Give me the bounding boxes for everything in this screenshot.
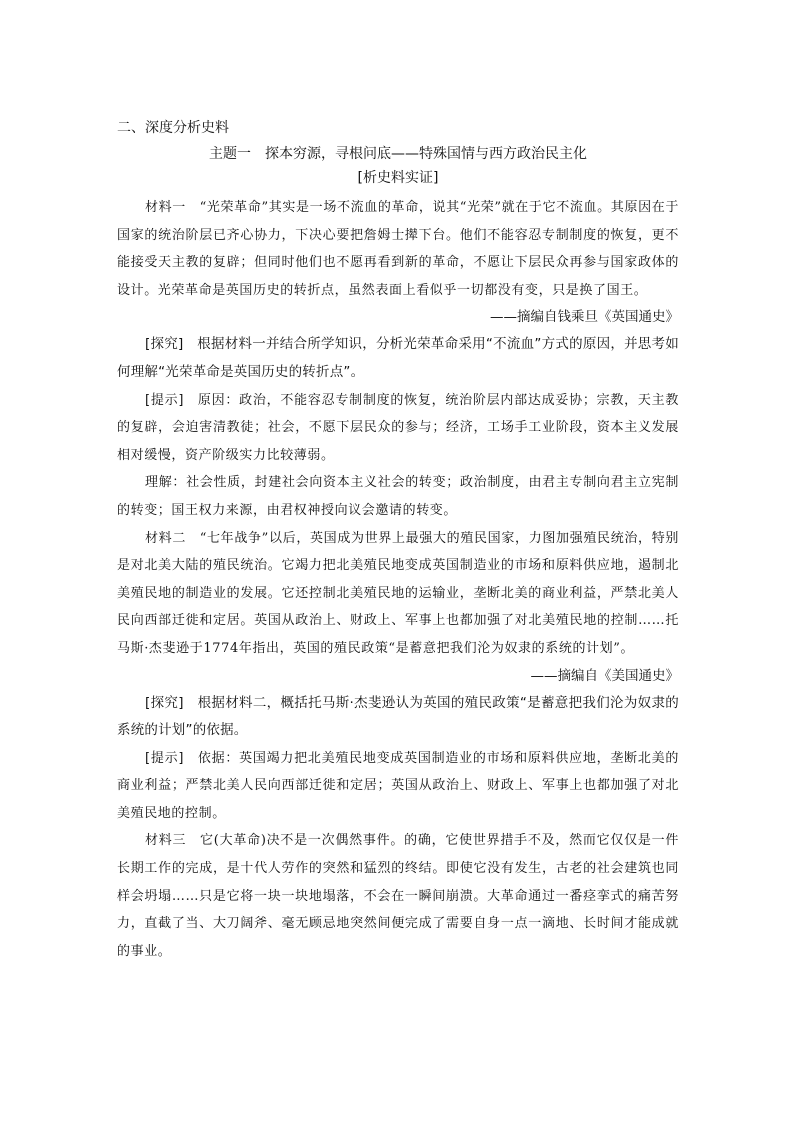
material-2-source: ——摘编自《美国通史》 — [530, 667, 679, 684]
hint-1-understanding: 理解：社会性质，封建社会向资本主义社会的转变；政治制度，由君主专制向君主立宪制的转变；国王权力来源，由君权神授向议会邀请的转变。 — [117, 475, 679, 518]
hint-1-label: [提示] — [145, 392, 184, 408]
material-2-label: 材料二 — [145, 530, 187, 546]
hint-2-label: [提示] — [145, 750, 184, 766]
material-3-label: 材料三 — [145, 833, 187, 849]
material-1-label: 材料一 — [145, 200, 186, 215]
topic-title: 主题一 探本穷源，寻根问底——特殊国情与西方政治民主化 — [209, 146, 587, 162]
hint-1-text: 原因：政治，不能容忍专制制度的恢复，统治阶层内部达成妥协；宗教，天主教的复辟，会迫害清教徒；社会，不愿下层民众的参与；经济，工场手工业阶段，资本主义发展相对缓慢，资产阶级实力比较薄弱。 — [117, 392, 679, 463]
section-title: 二、深度分析史料 — [117, 120, 229, 136]
material-2 — [117, 525, 679, 663]
hint-2-text: 依据：英国竭力把北美殖民地变成英国制造业的市场和原料供应地，垄断北美的商业利益；严禁北美人民向西部迁徙和定居；英国从政治上、财政上、军事上也都加强了对北美殖民地的控制。 — [117, 750, 679, 821]
inquiry-2 — [117, 690, 679, 745]
inquiry-1-label: [探究] — [145, 336, 184, 353]
material-1-source: ——摘编自钱乘旦《英国通史》 — [490, 309, 679, 326]
material-3-text: 它(大革命)决不是一次偶然事件。的确，它使世界措手不及，然而它仅仅是一件长期工作的完成，是十代人劳作的突然和猛烈的终结。即使它没有发生，古老的社会建筑也同样会坍塌……只是它将一块一块地塌落，不会在一瞬间崩溃。大革命通过一番痉挛式的痛苦努力，直截了当、大刀阔斧、毫无顾忌地突然间便完成了需要自身一点一滴地、长时间才能成就的事业。 — [117, 833, 679, 959]
material-1 — [117, 194, 679, 304]
inquiry-1-text: 根据材料一并结合所学知识，分析光荣革命采用“不流血”方式的原因，并思考如何理解“光荣革命是英国历史的转折点”。 — [117, 336, 679, 380]
document-content — [117, 118, 679, 965]
material-1-text: “光荣革命”其实是一场不流血的革命，说其“光荣”就在于它不流血。其原因在于国家的统治阶层已齐心协力，下决心要把詹姆士撵下台。他们不能容忍专制制度的恢复，更不能接受天主教的复辟；但同时他们也不愿再看到新的革命，不愿让下层民众再参与国家政体的设计。光荣革命是英国历史的转折点，虽然表面上看似乎一切都没有变，只是换了国王。 — [117, 200, 679, 298]
hint-1 — [117, 387, 679, 470]
inquiry-2-label: [探究] — [145, 694, 184, 711]
material-3 — [117, 827, 679, 965]
inquiry-1 — [117, 331, 679, 386]
hint-2 — [117, 745, 679, 828]
material-2-text: “七年战争”以后，英国成为世界上最强大的殖民国家，力图加强殖民统治，特别是对北美大陆的殖民统治。它竭力把北美殖民地变成英国制造业的市场和原料供应地，遏制北美殖民地的制造业的发展。它还控制北美殖民地的运输业，垄断北美的商业利益，严禁北美人民向西部迁徙和定居。英国从政治上、财政上、军事上也都加强了对北美殖民地的控制……托马斯·杰斐逊于1774年指出，英国的殖民政策“是蓄意把我们沦为奴隶的系统的计划”。 — [117, 530, 679, 656]
inquiry-2-text: 根据材料二，概括托马斯·杰斐逊认为英国的殖民政策“是蓄意把我们沦为奴隶的系统的计划”的依据。 — [117, 694, 680, 739]
sub-title: [析史料实证] — [357, 170, 439, 186]
